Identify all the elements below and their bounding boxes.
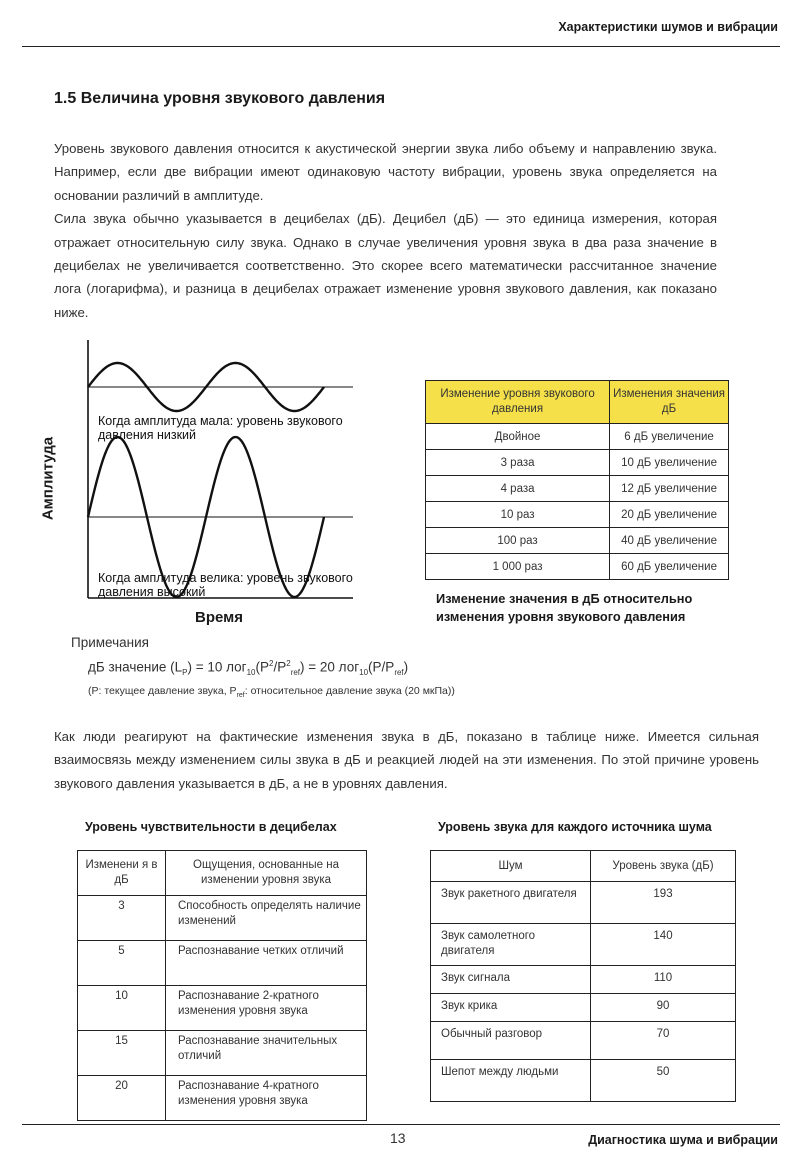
table-cell: 12 дБ увеличение	[610, 476, 729, 502]
formula-part: (P	[255, 659, 270, 675]
formula-part: /P	[273, 659, 287, 675]
table-row	[426, 476, 729, 502]
table-cell: 1 000 раз	[426, 554, 610, 580]
table-cell: Двойное	[426, 424, 610, 450]
noise-source-table	[430, 850, 736, 1102]
table-cell: Распознавание 4-кратного изменения уровня звука	[166, 1076, 367, 1121]
formula-part: дБ значение (L	[88, 659, 183, 675]
sensitivity-table-title: Уровень чувствительности в децибелах	[85, 820, 337, 834]
table-cell: 4 раза	[426, 476, 610, 502]
footnote-part: (P: текущее давление звука, P	[88, 685, 237, 697]
table-cell: Звук крика	[431, 994, 591, 1022]
table-row	[78, 1031, 367, 1076]
table-header-cell: Изменения значения дБ	[610, 381, 729, 424]
table-header-cell: Изменение уровня звукового давления	[426, 381, 610, 424]
table-cell: Шепот между людьми	[431, 1060, 591, 1102]
formula-footnote	[88, 685, 455, 699]
formula-part: (P/P	[368, 659, 395, 675]
high-caption-line-1: Когда амплитуда велика: уровень звукового	[98, 571, 353, 585]
formula-sub: P	[182, 668, 188, 678]
table-cell: 5	[78, 941, 166, 986]
formula-sup: 2	[286, 659, 291, 668]
table-row	[431, 1060, 736, 1102]
table-cell: Распознавание 2-кратного изменения уровня звука	[166, 986, 367, 1031]
table-header-row	[426, 381, 729, 424]
y-axis-label: Амплитуда	[39, 436, 57, 521]
low-amplitude-caption	[98, 414, 343, 442]
header-divider	[22, 46, 780, 47]
low-caption-line-1: Когда амплитуда мала: уровень звукового	[98, 414, 343, 428]
sensitivity-table	[77, 850, 367, 1121]
table-row	[431, 994, 736, 1022]
table-header-cell: Ощущения, основанные на изменении уровня звука	[166, 851, 367, 896]
low-caption-line-2: давления низкий	[98, 428, 197, 442]
table-header-cell: Изменени я в дБ	[78, 851, 166, 896]
table-cell: Распознавание значительных отличий	[166, 1031, 367, 1076]
table-cell: Звук самолетного двигателя	[431, 924, 591, 966]
table-cell: 6 дБ увеличение	[610, 424, 729, 450]
table-row	[78, 941, 367, 986]
table-row	[431, 882, 736, 924]
db-table-caption-line-1: Изменение значения в дБ относительно	[436, 591, 693, 606]
table-cell: 3	[78, 896, 166, 941]
table-cell: Звук ракетного двигателя	[431, 882, 591, 924]
footnote-part: : относительное давление звука (20 мкПа))	[244, 685, 455, 697]
db-table-caption	[436, 590, 692, 626]
db-change-table	[425, 380, 729, 580]
formula-part: )	[403, 659, 409, 675]
table-cell: 3 раза	[426, 450, 610, 476]
formula-sub: ref	[290, 668, 301, 678]
formula-sub: ref	[394, 668, 404, 678]
table-cell: 110	[591, 966, 736, 994]
db-formula	[88, 659, 408, 677]
table-cell: 10 дБ увеличение	[610, 450, 729, 476]
table-row	[431, 924, 736, 966]
table-row	[78, 896, 367, 941]
intro-paragraph-2: Сила звука обычно указывается в децибелах (дБ). Децибел (дБ) — это единица измерения, которая отражает относительную силу звука. Однако в случае увеличения уровня звука в два раза значение в децибелах не увеличивается соответственно. Это скорее всего математически рассчитанное значение лога (логарифма), и разница в децибелах отражает изменение уровня звукового давления, как показано ниже.	[54, 211, 717, 320]
table-cell: 100 раз	[426, 528, 610, 554]
table-cell: 140	[591, 924, 736, 966]
footnote-sub: ref	[236, 692, 245, 700]
table-row	[426, 502, 729, 528]
table-row	[78, 1076, 367, 1121]
db-table-caption-line-2: изменения уровня звукового давления	[436, 609, 686, 624]
table-cell: 193	[591, 882, 736, 924]
table-header-cell: Шум	[431, 851, 591, 882]
table-row	[426, 424, 729, 450]
table-header-row	[431, 851, 736, 882]
table-cell: Обычный разговор	[431, 1022, 591, 1060]
source-table-title: Уровень звука для каждого источника шума	[438, 820, 712, 834]
formula-sup: 2	[269, 659, 274, 668]
table-cell: 10 раз	[426, 502, 610, 528]
table-row	[431, 1022, 736, 1060]
section-title: 1.5 Величина уровня звукового давления	[54, 90, 386, 107]
table-header-cell: Уровень звука (дБ)	[591, 851, 736, 882]
table-cell: Распознавание четких отличий	[166, 941, 367, 986]
high-amplitude-caption	[98, 571, 353, 599]
table-row	[426, 554, 729, 580]
x-axis-label: Время	[195, 609, 243, 626]
table-cell: 20 дБ увеличение	[610, 502, 729, 528]
table-cell: 70	[591, 1022, 736, 1060]
table-row	[431, 966, 736, 994]
formula-part: ) = 20 лог	[300, 659, 360, 675]
table-cell: 20	[78, 1076, 166, 1121]
reaction-text: Как люди реагируют на фактические изменения звука в дБ, показано в таблице ниже. Имеется сильная взаимосвязь между изменением силы звука в дБ и реакцией людей на эти изменения. По этой причине уровень звукового давления указывается в дБ, а не в уровнях давления.	[54, 729, 759, 791]
intro-text	[54, 137, 717, 324]
formula-part: ) = 10 лог	[187, 659, 247, 675]
table-cell: 15	[78, 1031, 166, 1076]
table-row	[426, 450, 729, 476]
footer-title: Диагностика шума и вибрации	[588, 1133, 778, 1147]
formula-sub: 10	[246, 668, 256, 678]
intro-paragraph-1: Уровень звукового давления относится к акустической энергии звука либо объему и направлению звука. Например, если две вибрации имеют одинаковую частоту вибрации, уровень звука определяется на основании различий в амплитуде.	[54, 141, 717, 203]
table-cell: 40 дБ увеличение	[610, 528, 729, 554]
notes-heading-text: Примечания	[71, 635, 149, 650]
notes-heading	[66, 635, 149, 650]
formula-sub: 10	[359, 668, 369, 678]
table-header-row	[78, 851, 367, 896]
table-cell: 10	[78, 986, 166, 1031]
page-number: 13	[390, 1130, 406, 1146]
table-cell: 50	[591, 1060, 736, 1102]
table-row	[426, 528, 729, 554]
footer-divider	[22, 1124, 780, 1125]
table-cell: Способность определять наличие изменений	[166, 896, 367, 941]
table-cell: 60 дБ увеличение	[610, 554, 729, 580]
table-cell: Звук сигнала	[431, 966, 591, 994]
header-title: Характеристики шумов и вибрации	[558, 20, 778, 34]
table-row	[78, 986, 367, 1031]
table-cell: 90	[591, 994, 736, 1022]
high-caption-line-2: давления высокий	[98, 585, 206, 599]
